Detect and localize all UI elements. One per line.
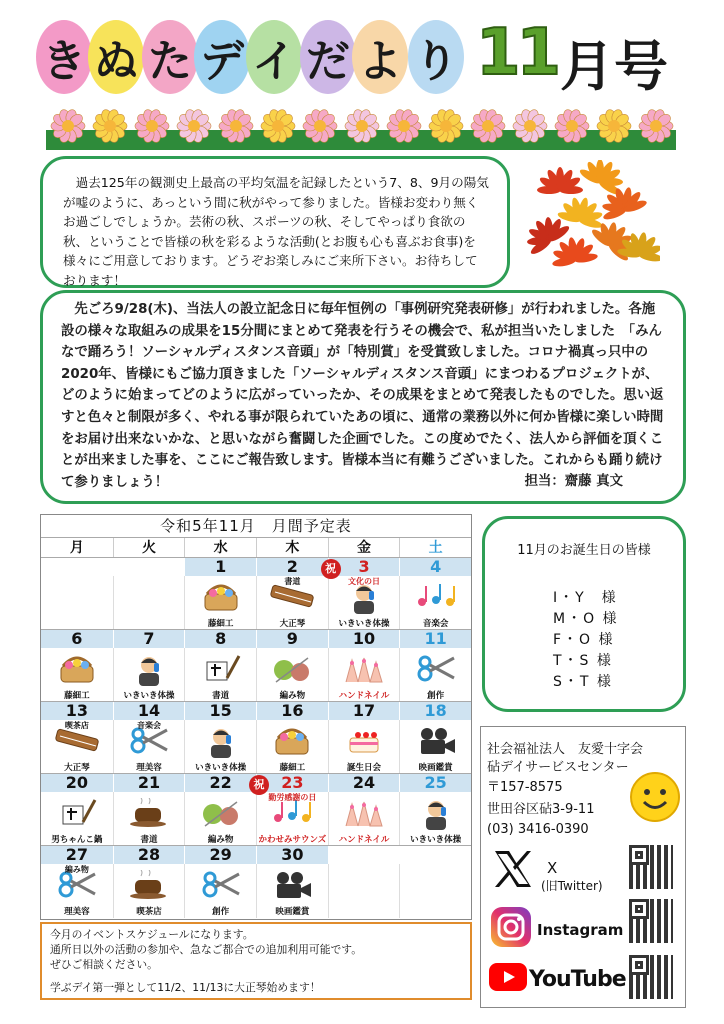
instagram-icon[interactable] [489,905,533,949]
x-former-name: (旧Twitter) [541,879,603,893]
camera-icon [415,726,457,760]
monthly-calendar [40,514,472,920]
weekday-label: 月 [69,540,84,556]
activity-label: 藤細工 [64,691,90,701]
activity-label: ハンドネイル [338,691,390,701]
day-number: 1 [184,558,256,576]
day-cell [184,864,256,918]
contact-box [480,726,686,1008]
day-cell [41,576,113,630]
activity-label: 喫茶店 [136,907,162,917]
day-cell [399,792,471,846]
day-cell [41,720,113,774]
day-cell [41,792,113,846]
day-number: 13 [65,701,88,720]
brush-icon [201,654,241,688]
day-cell [256,576,328,630]
date-row [41,702,471,720]
autumn-leaves-illustration [520,160,660,284]
day-number: 23 [256,774,328,792]
activity-label: 藤細工 [279,763,306,773]
day-cell [328,648,400,702]
weekday-label: 金 [328,538,400,557]
youtube-label: YouTube [529,967,626,992]
day-number: 24 [328,774,400,792]
camera-icon [271,870,313,904]
holiday-badge: 祝 [249,775,269,795]
newsletter-header [0,0,724,160]
instagram-label: Instagram [537,921,624,939]
day-cell [41,648,113,702]
birthday-box [482,516,686,712]
day-cell [399,576,471,630]
activity-label: 男ちゃんこ鍋 [51,835,103,845]
nail-icon [342,654,386,688]
calendar-week [41,629,471,701]
activity-label: いきいき体操 [195,763,247,773]
title-char-bubble: イ [246,20,302,94]
scissors-icon [129,726,169,760]
day-cell [399,648,471,702]
day-cell [399,864,471,918]
notes-line: 学ぶデイ第一弾として11/2、11/13に大正琴始めます！ [50,981,321,994]
report-text: 先ごろ9/28(木)、当法人の設立記念日に毎年恒例の「事例研究発表研修」が行われました。各施設の様々な取組みの成果を15分間にまとめて発表を行うその機会で、私が担当いたしました 「みんなで踊ろう！ソーシャルディスタンス音頭」が「特別賞」を受賞致しました。コロナ禍真っ只中の2020年、皆様にもご協力頂きました「ソーシャルディスタンス音頭」にまつわるプロジェクトが、どのように始まってどのように広がっていったか、その成果をまとめて発表したものでした。思い返すと色々と制限が多く、やれる事が限られていたあの頃に、通常の業務以外に何か皆様に楽しい時間をお届け出来ないかな、と思いながら奮闘した企画でした。この度めでたく、法人から評価を頂くことが出来ました事を、ここにご報告致します。皆様本当に有難うございました。これからも踊り続けて参りましょう！ [61,302,664,490]
day-number: 18 [399,702,471,720]
basket-icon [201,582,241,616]
activity-note: 喫茶店 [64,721,89,730]
day-number: 2 [256,558,328,576]
title-char-bubble: ぬ [88,20,144,94]
calendar-week [41,557,471,629]
day-number: 6 [71,629,83,648]
koto-icon [269,582,315,616]
day-cell [256,720,328,774]
activity-label: かわせみサウンズ [258,835,327,845]
day-number [113,558,185,576]
day-number: 25 [399,774,471,792]
phone-man-icon [419,798,453,834]
birthday-member: I・Y 様 [553,590,618,606]
day-cell [184,576,256,630]
center-name: 砧デイサービスセンター [487,760,629,775]
activity-label: 映画鑑賞 [275,907,310,917]
flower-border-decoration [46,96,676,152]
notes-line: ぜひご相談ください。 [50,958,158,971]
calendar-week [41,773,471,845]
activity-row [41,720,471,774]
title-char-bubble: デ [194,20,250,94]
day-number: 30 [256,846,328,864]
coffee-icon [129,870,169,904]
weekday-label: 土 [399,538,471,557]
activity-label: 音楽会 [422,619,449,629]
youtube-icon[interactable] [489,963,527,991]
notes-icon [414,582,458,614]
day-cell [41,864,113,918]
day-cell [325,562,400,630]
scissors-icon [57,870,97,904]
day-cell [113,720,185,774]
nail-icon [342,798,386,832]
date-row [41,558,471,576]
weekday-label: 水 [184,538,256,557]
day-cell [399,720,471,774]
postal-code: 〒157-8575 [487,780,563,795]
day-cell [113,864,185,918]
yarn-icon [272,654,312,688]
address: 世田谷区砧3-9-11 [487,802,595,817]
phone-number: (03) 3416-0390 [487,822,589,837]
day-cell [184,648,256,702]
day-number: 17 [328,702,400,720]
birthday-member: T・S 様 [553,653,613,669]
day-number: 22 [184,774,256,792]
day-cell [113,648,185,702]
title-char-bubble: り [408,20,464,94]
day-number: 3 [328,558,400,576]
activity-label: ハンドネイル [338,835,390,845]
birthday-member: F・O 様 [553,632,615,648]
activity-note: 文化の日 [348,577,380,586]
activity-label: 理美容 [64,907,90,917]
weekday-label: 火 [113,538,185,557]
date-row [41,846,471,864]
title-char-bubble: た [142,20,198,94]
day-number: 4 [399,558,471,576]
day-number [41,558,113,576]
schedule-notes [40,922,472,1000]
activity-label: 編み物 [279,691,306,701]
activity-note: 書道 [284,577,301,586]
calendar-weeks [41,557,471,917]
day-number: 7 [113,630,185,648]
activity-label: 創作 [212,907,230,917]
day-cell [328,792,400,846]
weekday-label: 木 [256,538,328,557]
x-logo-icon[interactable] [489,845,537,893]
basket-icon [272,726,312,760]
birthday-member: S・T 様 [553,674,613,690]
activity-label: 理美容 [136,763,162,773]
activity-label: 大正琴 [64,763,90,773]
day-cell [256,864,328,918]
day-number: 14 [113,702,185,720]
activity-label: 誕生日会 [347,763,382,773]
activity-label: 編み物 [207,835,234,845]
month-suffix: 月号 [560,35,668,98]
title-char-bubble: よ [352,20,408,94]
calendar-week [41,845,471,917]
activity-label: いきいき体操 [410,835,462,845]
day-cell [256,648,328,702]
greeting-text: 過去125年の観測史上最高の平均気温を記録したという7、8、9月の陽気が嘘のように、あっという間に秋がやって参りました。皆様お変わり無くお過ごしでしょうか。芸術の秋、スポーツの秋、そしてやっぱり食欲の秋、ということで皆様の秋を彩るような活動(とお腹も心も喜ぶお食事)を様々にご用意しております。どうぞお楽しみにご来所下さい。お待ちしております！ [63,175,489,288]
notes-line: 通所日以外の活動の参加や、急なご都合での追加利用可能です。 [50,943,363,956]
report-box [40,290,686,504]
activity-label: 大正琴 [279,619,306,629]
day-number: 10 [328,630,400,648]
activity-note: 音楽会 [136,721,161,730]
scissors-icon [416,654,456,688]
weekday-header [41,537,471,557]
day-number: 16 [256,702,328,720]
activity-label: 書道 [212,691,230,701]
holiday-badge: 祝 [321,559,341,579]
youtube-qr-code[interactable] [629,955,673,999]
activity-note: 勤労感謝の日 [268,793,317,802]
coffee-icon [129,798,169,832]
activity-row [41,648,471,702]
org-name: 社会福祉法人 友愛十字会 [487,742,644,757]
instagram-qr-code[interactable] [629,899,673,943]
birthday-title: 11月のお誕生日の皆様 [517,543,651,558]
greeting-box [40,156,510,288]
phone-man-icon [132,654,166,690]
notes-line: 今月のイベントスケジュールになります。 [50,928,254,941]
day-number: 15 [184,702,256,720]
x-label: X [547,859,558,877]
day-cell [184,720,256,774]
day-number: 8 [184,630,256,648]
month-number: 11 [476,16,558,90]
koto-icon [54,726,100,760]
day-cell [328,720,400,774]
activity-row [41,562,471,630]
x-qr-code[interactable] [629,845,673,889]
title-char-bubble: き [36,20,92,94]
phone-man-icon [204,726,238,762]
activity-note: 編み物 [64,865,89,874]
day-number [328,846,400,864]
scissors-icon [201,870,241,904]
smiley-icon [629,771,681,823]
day-number: 29 [184,846,256,864]
activity-label: 書道 [140,835,158,845]
brush-icon [57,798,97,832]
date-row [41,630,471,648]
calendar-week [41,701,471,773]
calendar-title: 令和5年11月 月間予定表 [160,517,352,535]
basket-icon [57,654,97,688]
day-number: 27 [65,845,88,864]
yarn-icon [201,798,241,832]
birthday-member: M・O 様 [553,611,619,627]
activity-label: 藤細工 [207,619,234,629]
cake-icon [344,726,384,760]
activity-label: いきいき体操 [123,691,175,701]
phone-man-icon [347,582,381,618]
activity-label: 創作 [427,691,445,701]
day-number: 11 [399,630,471,648]
day-number: 21 [113,774,185,792]
day-number: 20 [65,773,88,792]
activity-label: 映画鑑賞 [418,763,453,773]
day-cell [113,576,185,630]
report-signature: 担当：齋藤 真文 [524,474,623,490]
day-cell [328,864,400,918]
activity-label: いきいき体操 [338,619,390,629]
day-number [399,846,471,864]
birthday-list [495,588,673,693]
day-cell [184,792,256,846]
day-cell [113,792,185,846]
day-number: 28 [113,846,185,864]
day-number: 9 [256,630,328,648]
title-char-bubble: だ [300,20,356,94]
activity-row [41,864,471,918]
